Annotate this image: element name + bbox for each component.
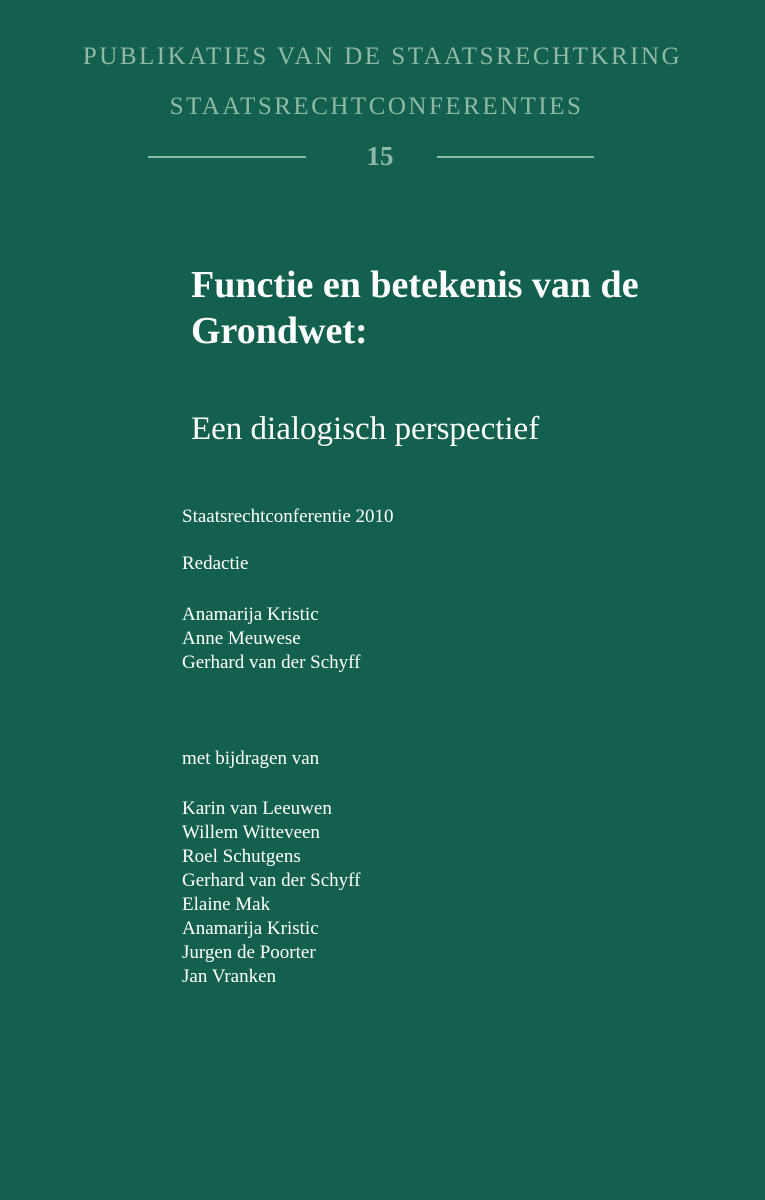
contributors-list [182, 797, 361, 989]
editor-name: Anne Meuwese [182, 628, 301, 649]
title-line-1: Functie en betekenis van de [191, 264, 639, 306]
contributor-name: Jan Vranken [182, 966, 277, 987]
volume-row [0, 138, 765, 174]
left-divider [148, 156, 306, 158]
contributor-name: Roel Schutgens [182, 846, 301, 867]
right-divider [437, 156, 594, 158]
contributor-name: Elaine Mak [182, 894, 271, 915]
contributor-name: Gerhard van der Schyff [182, 870, 361, 891]
title-line-2: Grondwet: [191, 310, 368, 352]
editors-list [182, 603, 361, 675]
contributor-name: Willem Witteveen [182, 822, 320, 843]
volume-number: 15 [366, 141, 394, 171]
contributors-heading: met bijdragen van [182, 748, 320, 769]
contributor-name: Anamarija Kristic [182, 918, 319, 939]
editors-heading: Redactie [182, 553, 249, 574]
series-title: PUBLIKATIES VAN DE STAATSRECHTKRING [82, 43, 683, 70]
book-subtitle: Een dialogisch perspectief [191, 411, 540, 447]
book-title [191, 262, 761, 354]
series-subtitle: STAATSRECHTCONFERENTIES [169, 93, 584, 120]
editor-name: Gerhard van der Schyff [182, 652, 361, 673]
contributor-name: Jurgen de Poorter [182, 942, 316, 963]
editor-name: Anamarija Kristic [182, 604, 319, 625]
contributor-name: Karin van Leeuwen [182, 798, 332, 819]
conference-label: Staatsrechtconferentie 2010 [182, 506, 394, 527]
